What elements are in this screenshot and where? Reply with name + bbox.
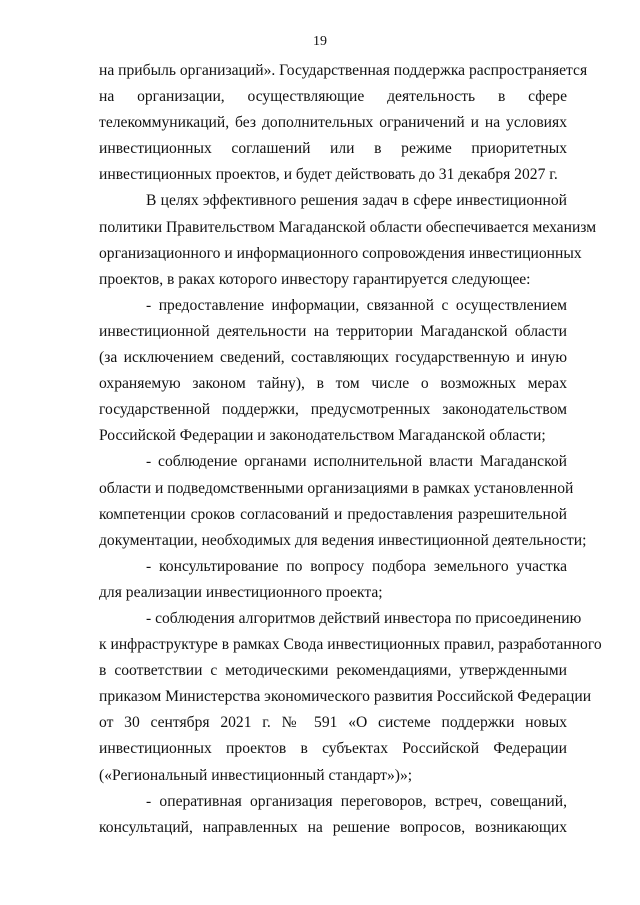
text-line: на организации, осуществляющие деятельность в сфере — [99, 88, 567, 106]
paragraph — [99, 188, 597, 292]
paragraph — [99, 58, 588, 188]
text-line: компетенции сроков согласований и предоставления разрешительной — [99, 505, 567, 523]
paragraph — [99, 293, 567, 450]
text-line: для реализации инвестиционного проекта; — [99, 583, 383, 601]
text-line: области и подведомственными организациями в рамках установленной — [99, 479, 574, 497]
text-line: - консультирование по вопросу подбора земельного участка — [146, 557, 567, 575]
text-line: - соблюдения алгоритмов действий инвестора по присоединению — [146, 609, 582, 627]
text-line: («Региональный инвестиционный стандарт»)»; — [99, 766, 413, 784]
paragraph — [99, 449, 587, 553]
text-line: проектов, в раках которого инвестору гарантируется следующее: — [99, 270, 531, 288]
paragraph — [99, 554, 567, 606]
text-line: инвестиционных проектов, и будет действовать до 31 декабря 2027 г. — [99, 166, 558, 184]
text-line: организационного и информационного сопровождения инвестиционных — [99, 244, 582, 262]
document-body — [99, 58, 602, 841]
text-line: в соответствии с методическими рекомендациями, утвержденными — [99, 662, 567, 680]
text-line: Российской Федерации и законодательством Магаданской области; — [99, 427, 546, 445]
text-line: охраняемую законом тайну), в том числе о возможных мерах — [99, 375, 567, 393]
text-line: - соблюдение органами исполнительной власти Магаданской — [146, 453, 567, 471]
paragraph — [99, 606, 602, 789]
text-line: (за исключением сведений, составляющих государственную и иную — [99, 349, 567, 367]
text-line: документации, необходимых для ведения инвестиционной деятельности; — [99, 531, 587, 549]
text-line: - предоставление информации, связанной с осуществлением — [146, 296, 567, 314]
text-line: приказом Министерства экономического развития Российской Федерации — [99, 688, 592, 706]
text-line: государственной поддержки, предусмотренных законодательством — [99, 401, 567, 419]
text-line: инвестиционной деятельности на территории Магаданской области — [99, 322, 567, 340]
text-line: В целях эффективного решения задач в сфере инвестиционной — [146, 192, 567, 210]
text-line: телекоммуникаций, без дополнительных ограничений и на условиях — [99, 114, 567, 132]
text-line: к инфраструктуре в рамках Свода инвестиционных правил, разработанного — [99, 636, 602, 654]
paragraph — [99, 789, 567, 841]
text-line: инвестиционных соглашений или в режиме приоритетных — [99, 140, 567, 158]
text-line: консультаций, направленных на решение вопросов, возникающих — [99, 818, 567, 836]
text-line: - оперативная организация переговоров, встреч, совещаний, — [146, 792, 567, 810]
page-number: 19 — [313, 34, 327, 49]
text-line: инвестиционных проектов в субъектах Российской Федерации — [99, 740, 567, 758]
text-line: от 30 сентября 2021 г. № 591 «О системе поддержки новых — [99, 714, 567, 732]
text-line: на прибыль организаций». Государственная поддержка распространяется — [99, 62, 588, 79]
text-line: политики Правительством Магаданской области обеспечивается механизм — [99, 218, 597, 236]
